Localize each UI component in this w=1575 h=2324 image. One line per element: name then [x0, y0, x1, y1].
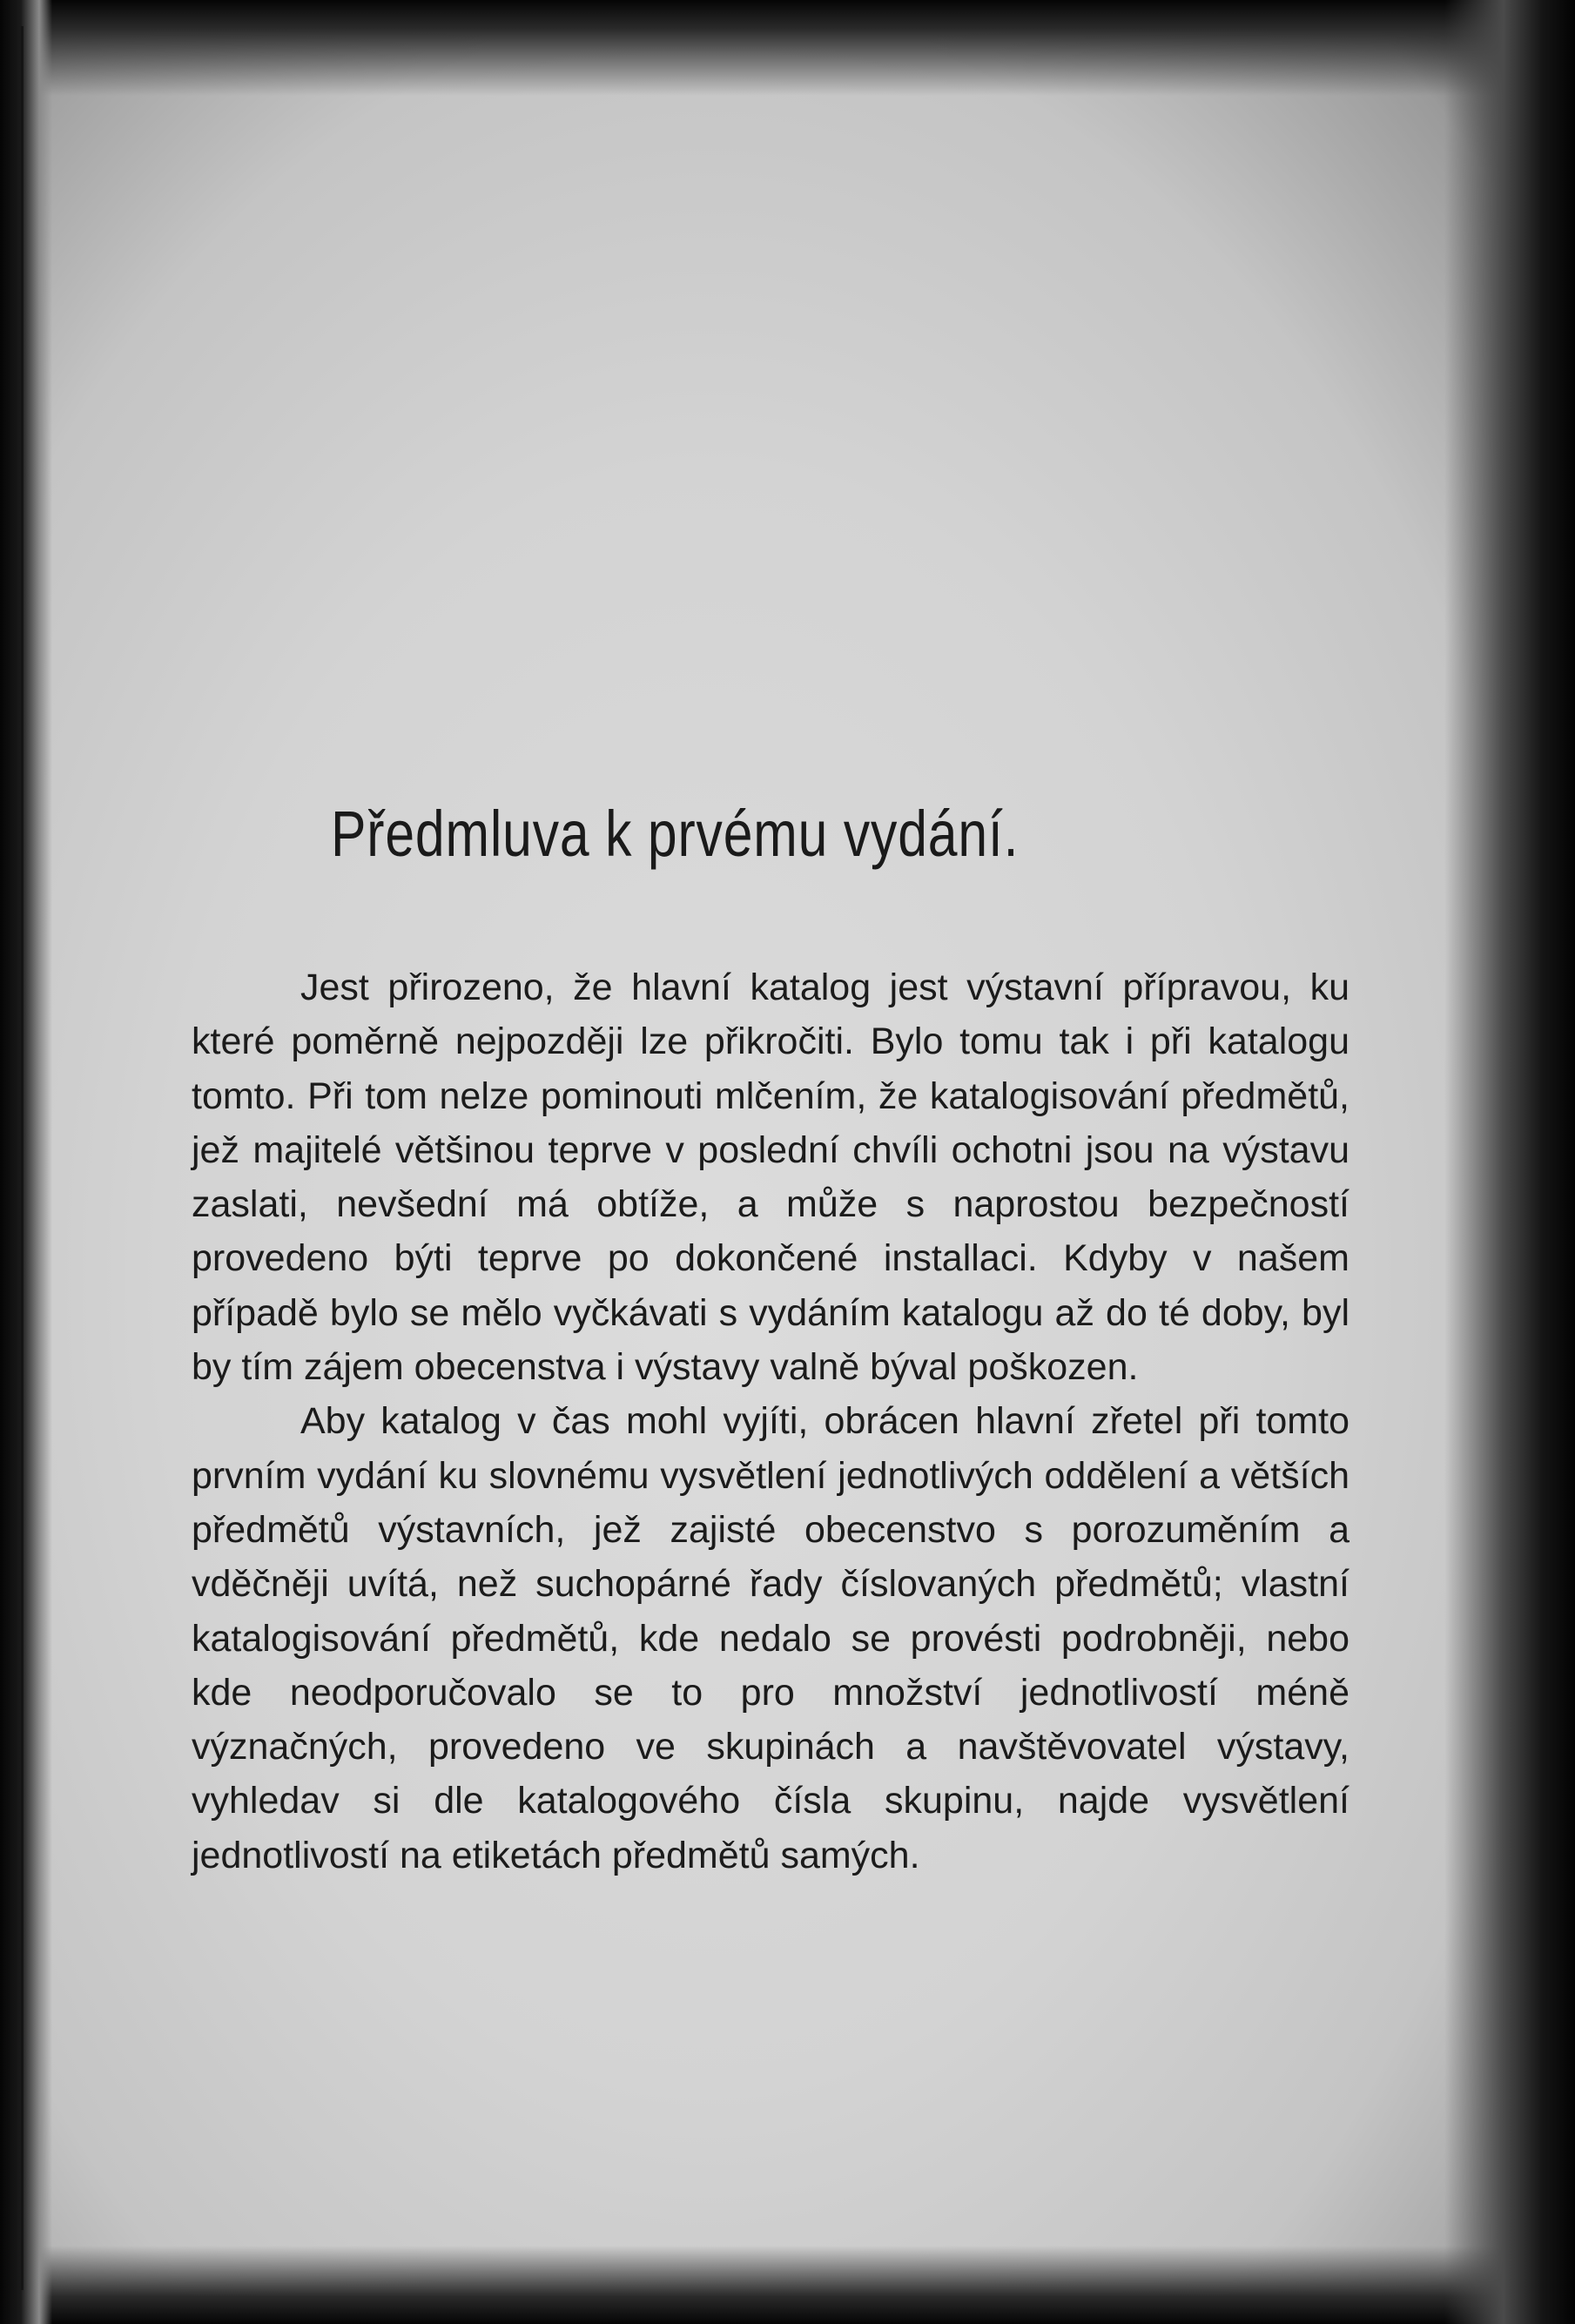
paragraph-1: Jest přirozeno, že hlavní katalog jest výstavní přípravou, ku které poměrně nejpozději lze přikročiti. Bylo tomu tak i při katalogu tomto. Při tom nelze pominouti mlčením, že katalogisování předmětů, jež majitelé většinou teprve v poslední chvíli ochotni jsou na výstavu zaslati, nevšední má obtíže, a může s naprostou bezpečností provedeno býti teprve po dokončené installaci. Kdyby v našem případě bylo se mělo vyčkávati s vydáním katalogu až do té doby, byl by tím zájem obecenstva i výstavy valně býval poškozen.: [192, 967, 1350, 1389]
binding-spine-line: [21, 26, 24, 2290]
paragraph-2: Aby katalog v čas mohl vyjíti, obrácen hlavní zřetel při tomto prvním vydání ku slovnému vysvětlení jednotlivých oddělení a větších předmětů výstavních, jež zajisté obecenstvo s porozuměním a vděčněji uvítá, než suchopárné řady číslovaných předmětů; vlastní katalogisování předmětů, kde nedalo se provésti podrobněji, nebo kde neodporučovalo se to pro množství jednotlivostí méně význačných, provedeno ve skupinách a navštěvovatel výstavy, vyhledav si dle katalogového čísla skupinu, najde vysvětlení jednotlivostí na etiketách předmětů samých.: [192, 1400, 1350, 1876]
preface-body: [192, 960, 1350, 1883]
page-binding-edge: [0, 0, 52, 2324]
page-shadow-bottom: [0, 2246, 1575, 2324]
page-title: Předmluva k prvému vydání.: [331, 798, 1020, 870]
page-shadow-top: [0, 0, 1575, 96]
page-shadow-right: [1444, 0, 1575, 2324]
